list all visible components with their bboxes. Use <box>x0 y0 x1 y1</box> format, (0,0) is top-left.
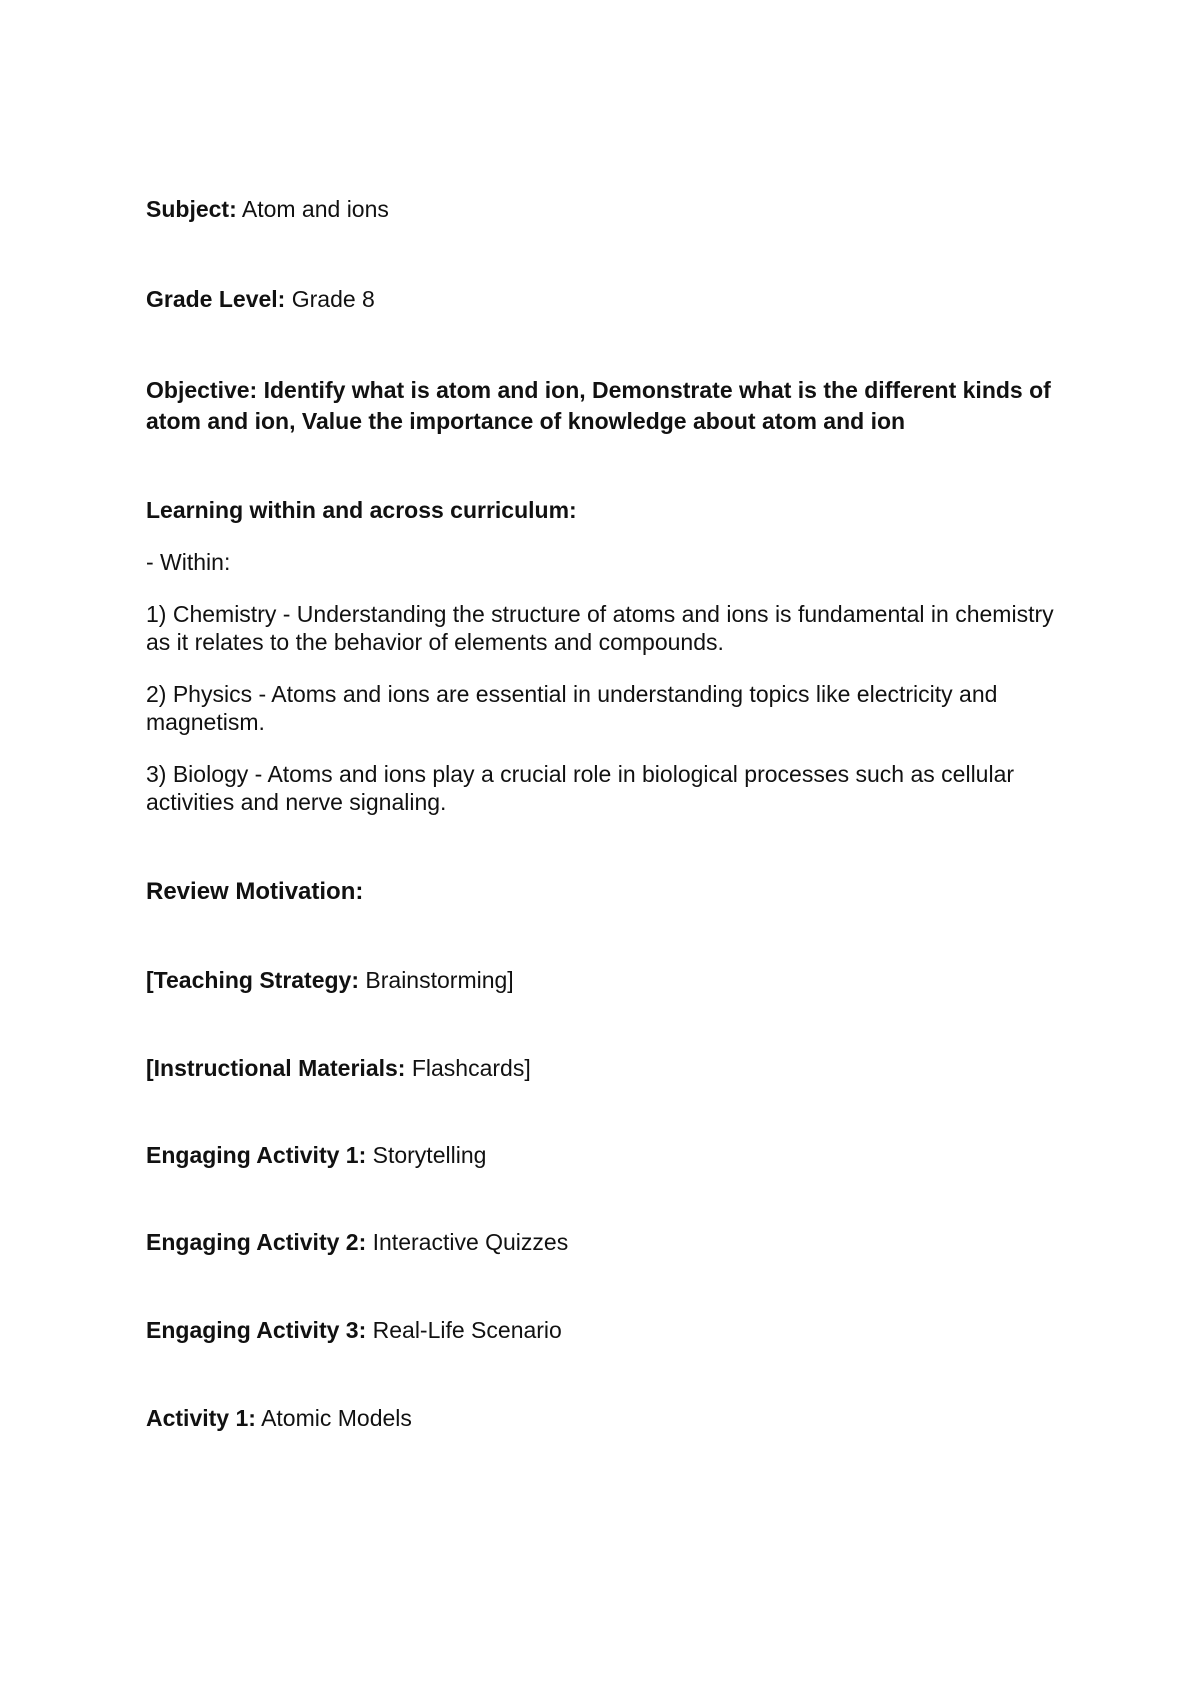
objective-paragraph <box>146 375 1076 437</box>
grade-level-line <box>146 285 375 313</box>
curriculum-item-physics: 2) Physics - Atoms and ions are essential in understanding topics like electricity and magnetism. <box>146 681 998 735</box>
teaching-strategy-label: Teaching Strategy: <box>153 967 360 993</box>
instructional-materials-close-bracket: ] <box>524 1055 531 1081</box>
engaging-activity-1-value: Storytelling <box>372 1142 487 1168</box>
engaging-activity-2-value: Interactive Quizzes <box>372 1229 569 1255</box>
document-page <box>146 0 1076 1696</box>
curriculum-item-biology: 3) Biology - Atoms and ions play a crucial role in biological processes such as cellular activities and nerve signaling. <box>146 761 1015 815</box>
teaching-strategy-line <box>146 966 514 994</box>
engaging-activity-1-label: Engaging Activity 1: <box>146 1142 367 1168</box>
engaging-activity-1-line <box>146 1141 486 1169</box>
instructional-materials-line <box>146 1054 531 1082</box>
engaging-activity-3-label: Engaging Activity 3: <box>146 1317 367 1343</box>
instructional-materials-open-bracket: [ <box>146 1055 154 1081</box>
objective-label: Objective: <box>146 377 258 403</box>
curriculum-item-chemistry: 1) Chemistry - Understanding the structure of atoms and ions is fundamental in chemistry as it relates to the behavior of elements and compounds. <box>146 601 1054 655</box>
objective-value: Identify what is atom and ion, Demonstrate what is the different kinds of atom and ion, Value the importance of knowledge about atom and ion <box>146 377 1051 434</box>
within-label: - Within: <box>146 549 231 575</box>
grade-level-label: Grade Level: <box>146 286 286 312</box>
instructional-materials-label: Instructional Materials: <box>153 1055 406 1081</box>
engaging-activity-3-line <box>146 1316 562 1344</box>
subject-value: Atom and ions <box>241 196 389 222</box>
review-motivation-heading: Review Motivation: <box>146 878 364 905</box>
subject-line <box>146 195 389 223</box>
subject-label: Subject: <box>146 196 237 222</box>
activity-1-line <box>146 1404 412 1432</box>
instructional-materials-value: Flashcards <box>411 1055 525 1081</box>
teaching-strategy-value: Brainstorming <box>365 967 508 993</box>
activity-1-value: Atomic Models <box>261 1405 412 1431</box>
engaging-activity-2-line <box>146 1228 568 1256</box>
engaging-activity-3-value: Real-Life Scenario <box>372 1317 562 1343</box>
grade-level-value: Grade 8 <box>291 286 375 312</box>
activity-1-label: Activity 1: <box>146 1405 256 1431</box>
teaching-strategy-open-bracket: [ <box>146 967 154 993</box>
curriculum-heading: Learning within and across curriculum: <box>146 497 577 523</box>
teaching-strategy-close-bracket: ] <box>507 967 514 993</box>
engaging-activity-2-label: Engaging Activity 2: <box>146 1229 367 1255</box>
